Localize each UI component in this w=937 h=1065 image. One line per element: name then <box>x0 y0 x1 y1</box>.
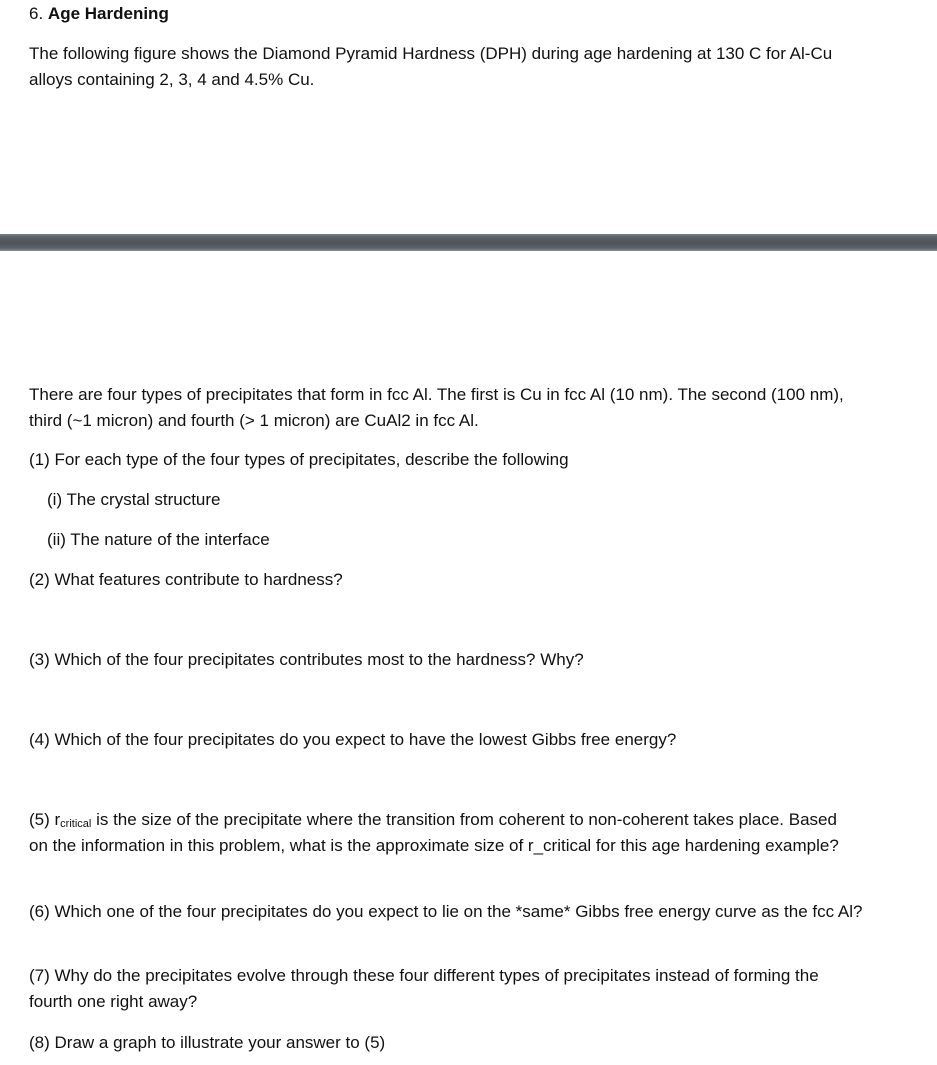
question-1-ii: (ii) The nature of the interface <box>47 530 270 549</box>
question-5-text: is the size of the precipitate where the transition from coherent to non-coherent takes place. Based on the information in this problem, what is the approximate size of r_critical for this age hardening example? <box>29 810 839 855</box>
question-5-subscript: critical <box>60 818 92 830</box>
question-8: (8) Draw a graph to illustrate your answer to (5) <box>29 1033 386 1052</box>
question-7: (7) Why do the precipitates evolve through these four different types of precipitates instead of forming the fourth one right away? <box>29 966 819 1011</box>
question-5 <box>29 807 847 859</box>
question-2: (2) What features contribute to hardness? <box>29 570 343 589</box>
question-1: (1) For each type of the four types of precipitates, describe the following <box>29 450 569 469</box>
intro-paragraph: The following figure shows the Diamond Pyramid Hardness (DPH) during age hardening at 130 C for Al-Cu alloys containing 2, 3, 4 and 4.5% Cu. <box>29 44 833 89</box>
question-5-prefix: (5) r <box>29 810 61 829</box>
problem-heading <box>29 1 857 27</box>
problem-number: 6. <box>29 4 44 23</box>
question-6: (6) Which one of the four precipitates do you expect to lie on the *same* Gibbs free energy curve as the fcc Al? <box>29 902 863 921</box>
question-3: (3) Which of the four precipitates contributes most to the hardness? Why? <box>29 650 584 669</box>
question-1-i: (i) The crystal structure <box>47 490 221 509</box>
figure-placeholder-bar <box>0 234 937 251</box>
precipitates-paragraph: There are four types of precipitates that form in fcc Al. The first is Cu in fcc Al (10 nm). The second (100 nm), third (~1 micron) and fourth (> 1 micron) are CuAl2 in fcc Al. <box>29 385 844 430</box>
question-4: (4) Which of the four precipitates do you expect to have the lowest Gibbs free energy? <box>29 730 677 749</box>
problem-title: Age Hardening <box>47 4 169 23</box>
